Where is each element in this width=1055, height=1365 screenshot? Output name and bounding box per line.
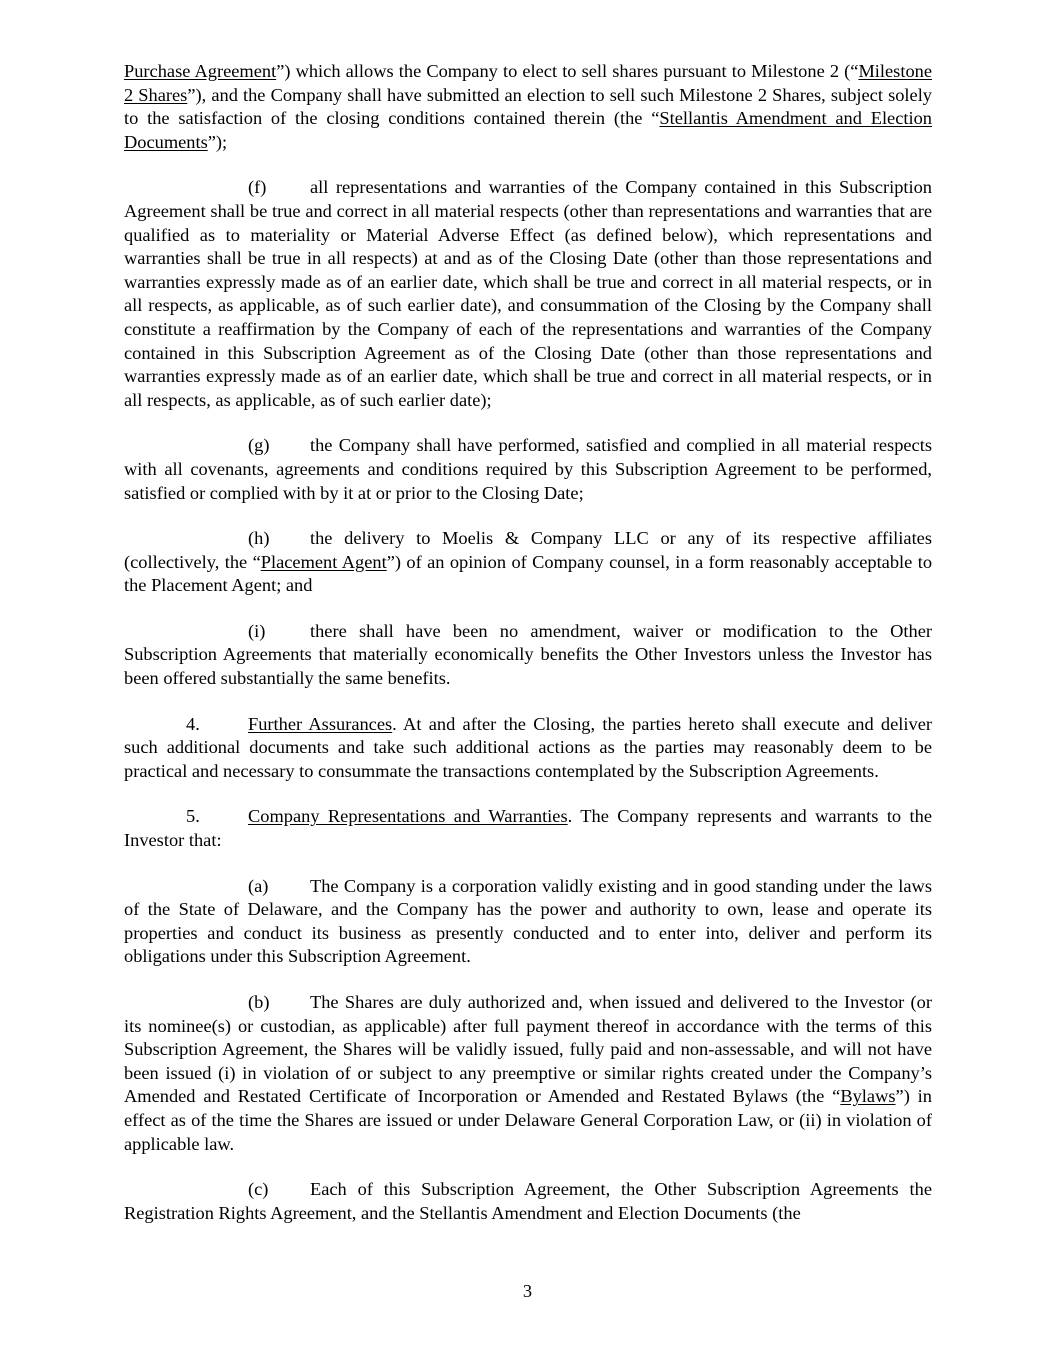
- clause-label: (b): [248, 992, 270, 1012]
- clause-label: (a): [248, 875, 269, 896]
- clause-f: (f) all representations and warranties of the Company contained in this Subscription Agreement shall be true and correct in all material respects (other than representations and warranties that are qualified as to materiality or Material Adverse Effect (as defined below), which representations and warranties shall be true in all respects) at and as of the Closing Date (other than those representations and warranties expressly made as of an earlier date, which shall be true and correct in all material respects, or in all respects, as applicable, as of such earlier date), and consummation of the Closing by the Company shall constitute a reaffirmation by the Company of each of the representations and warranties of the Company contained in this Subscription Agreement as of the Closing Date (other than those representations and warranties expressly made as of an earlier date, which shall be true and correct in all material respects, or in all respects, as applicable, as of such earlier date);: [124, 177, 932, 410]
- clause-b: (b) The Shares are duly authorized and, when issued and delivered to the Investor (or its nominee(s) or custodian, as applicable) after full payment thereof in accordance with the terms of this Subscription Agreement, the Shares will be validly issued, fully paid and non-assessable, and will not have been issued (i) in violation of or subject to any preemptive or similar rights created under the Company’s Amended and Restated Certificate of Incorporation or Amended and Restated Bylaws (the “Bylaws”) in effect as of the time the Shares are issued or under Delaware General Corporation Law, or (ii) in violation of applicable law.: [124, 992, 932, 1154]
- section-heading: Further Assurances: [248, 713, 393, 734]
- page-number: 3: [522, 1281, 533, 1301]
- clause-label: (i): [248, 620, 266, 641]
- section-4: 4. Further Assurances. At and after the Closing, the parties hereto shall execute and deliver such additional documents and take such additional actions as the parties may reasonably deem to be practical and necessary to consummate the transactions contemplated by the Subscription Agreements.: [124, 713, 932, 781]
- section-number: 4.: [186, 713, 200, 734]
- clause-label: (h): [248, 528, 270, 549]
- defined-term: Milestone 2 Shares: [124, 61, 932, 105]
- section-5: 5. Company Representations and Warranties. The Company represents and warrants to the Investor that:: [124, 806, 933, 851]
- defined-term: Placement Agent: [260, 551, 387, 572]
- section-number: 5.: [186, 806, 200, 827]
- clause-i: (i) there shall have been no amendment, waiver or modification to the Other Subscription Agreements that materially economically benefits the Other Investors unless the Investor has been offered substantially the same benefits.: [124, 620, 932, 689]
- clause-c: (c) Each of this Subscription Agreement, the Other Subscription Agreements the Registration Rights Agreement, and the Stellantis Amendment and Election Documents (the: [124, 1179, 932, 1223]
- defined-term: Bylaws: [840, 1086, 896, 1107]
- document-page: [124, 60, 932, 1225]
- clause-label: (c): [248, 1179, 269, 1200]
- clause-g: (g) the Company shall have performed, satisfied and complied in all material respects with all covenants, agreements and conditions required by this Subscription Agreement to be performed, satisfied or complied with by it at or prior to the Closing Date;: [124, 435, 932, 503]
- clause-label: (f): [248, 177, 267, 198]
- paragraph-continuation: Purchase Agreement”) which allows the Company to elect to sell shares pursuant to Milestone 2 (“Milestone 2 Shares”), and the Company shall have submitted an election to sell such Milestone 2 Shares, subject solely to the satisfaction of the closing conditions contained therein (the “Stellantis Amendment and Election Documents”);: [124, 61, 932, 152]
- clause-h: (h) the delivery to Moelis & Company LLC or any of its respective affiliates (collectively, the “Placement Agent”) of an opinion of Company counsel, in a form reasonably acceptable to the Placement Agent; and: [124, 528, 933, 596]
- clause-label: (g): [248, 435, 270, 456]
- defined-term: Stellantis Amendment and Election Documents: [124, 108, 932, 152]
- defined-term: Purchase Agreement: [124, 61, 277, 81]
- clause-a: (a) The Company is a corporation validly existing and in good standing under the laws of the State of Delaware, and the Company has the power and authority to own, lease and operate its properties and conduct its business as presently conducted and to enter into, deliver and perform its obligations under this Subscription Agreement.: [124, 875, 932, 967]
- section-heading: Company Representations and Warranties: [248, 806, 568, 827]
